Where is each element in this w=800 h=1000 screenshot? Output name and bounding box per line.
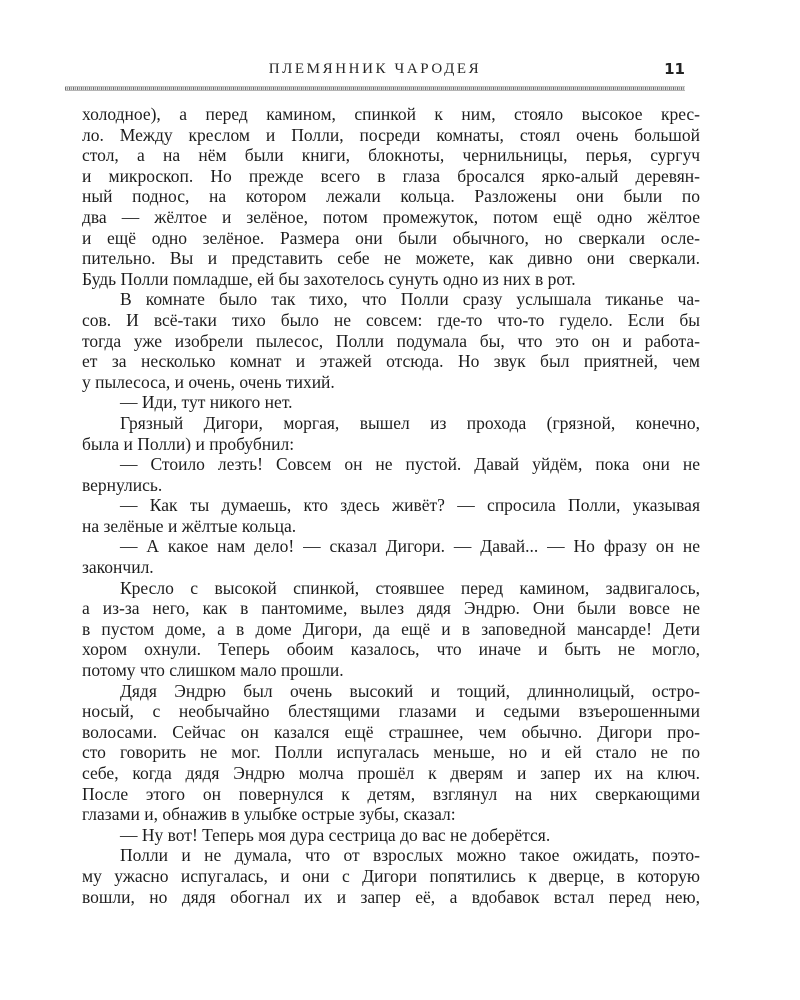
page-number: 11: [664, 60, 685, 78]
paragraph: [82, 681, 700, 825]
paragraph: [82, 413, 700, 454]
text-line: — Как ты думаешь, кто здесь живёт? — спросила Полли, указывая: [120, 495, 700, 516]
text-line: себе, когда дядя Эндрю молча прошёл к дверям и запер их на ключ.: [82, 763, 700, 783]
text-line: хором охнули. Теперь обоим казалось, что иначе и быть не могло,: [82, 639, 700, 660]
text-line: холодное), а перед камином, спинкой к ним, стояло высокое крес-: [82, 104, 700, 124]
text-line: ет за несколько комнат и этажей отсюда. Но звук был приятней, чем: [82, 351, 700, 372]
text-line: а из-за него, как в пантомиме, вылез дядя Эндрю. Они были вовсе не: [82, 598, 700, 619]
text-line: — Стоило лезть! Совсем он не пустой. Давай уйдём, пока они не: [120, 454, 700, 475]
text-line: После этого он повернулся к детям, взглянул на них сверкающими: [82, 783, 700, 804]
paragraph: [82, 289, 700, 392]
text-line: Будь Полли помладше, ей бы захотелось сунуть одно из них в рот.: [82, 268, 576, 289]
text-line: потому что слишком мало прошли.: [82, 660, 344, 681]
paragraph-dialogue: [82, 825, 700, 846]
text-line: — А какое нам дело! — сказал Дигори. — Давай... — Но фразу он не: [120, 536, 700, 557]
running-title: ПЛЕМЯННИК ЧАРОДЕЯ: [268, 61, 482, 77]
body-text: [82, 104, 700, 907]
text-line: Кресло с высокой спинкой, стоявшее перед камином, задвигалось,: [120, 577, 700, 598]
paragraph: [82, 578, 700, 681]
text-line: пительно. Вы и представить себе не можете, как дивно они сверкали.: [82, 248, 700, 269]
text-line: — Иди, тут никого нет.: [120, 392, 293, 413]
text-line: тогда уже изобрели пылесос, Полли подумала бы, что это он и работа-: [82, 330, 700, 351]
text-line: волосами. Сейчас он казался ещё страшнее, чем обычно. Дигори про-: [82, 721, 700, 742]
text-line: вернулись.: [82, 474, 163, 495]
text-line: на зелёные и жёлтые кольца.: [82, 515, 297, 536]
text-line: у пылесоса, и очень, очень тихий.: [82, 371, 335, 392]
text-line: стол, а на нём были книги, блокноты, чернильницы, перья, сургуч: [82, 145, 700, 166]
text-line: два — жёлтое и зелёное, потом промежуток, потом ещё одно жёлтое: [82, 206, 700, 227]
paragraph: [82, 845, 700, 907]
text-line: была и Полли) и пробубнил:: [82, 433, 295, 454]
paragraph-dialogue: [82, 392, 700, 413]
paragraph-dialogue: [82, 536, 700, 577]
text-line: му ужасно испугалась, и они с Дигори попятились к дверце, в которую: [82, 865, 700, 886]
running-header: [65, 61, 685, 81]
text-line: вошли, но дядя обогнал их и запер её, а вдобавок встал перед нею,: [82, 886, 700, 907]
text-line: В комнате было так тихо, что Полли сразу услышала тиканье ча-: [120, 289, 700, 310]
header-ornament-rule: [65, 86, 685, 91]
text-line: и микроскоп. Но прежде всего в глаза бросался ярко-алый деревян-: [82, 165, 700, 186]
text-line: Дядя Эндрю был очень высокий и тощий, длиннолицый, остро-: [120, 680, 700, 701]
text-line: и ещё одно зелёное. Размера они были обычного, но сверкали осле-: [82, 227, 700, 248]
text-line: ло. Между креслом и Полли, посреди комнаты, стоял очень большой: [82, 124, 700, 145]
text-line: сов. И всё-таки тихо было не совсем: где-то что-то гудело. Если бы: [82, 309, 700, 330]
text-line: ный поднос, на котором лежали кольца. Разложены они были по: [82, 186, 700, 207]
paragraph-dialogue: [82, 495, 700, 536]
paragraph: [82, 104, 700, 289]
text-line: сто говорить не мог. Полли испугалась меньше, но и ей стало не по: [82, 742, 700, 763]
text-line: — Ну вот! Теперь моя дура сестрица до вас не доберётся.: [120, 824, 551, 845]
text-line: носый, с необычайно блестящими глазами и седыми взъерошенными: [82, 701, 700, 722]
paragraph-dialogue: [82, 454, 700, 495]
text-line: глазами и, обнажив в улыбке острые зубы, сказал:: [82, 804, 456, 825]
text-line: в пустом доме, а в доме Дигори, да ещё и в заповедной мансарде! Дети: [82, 618, 700, 639]
text-line: закончил.: [82, 557, 154, 578]
text-line: Грязный Дигори, моргая, вышел из прохода (грязной, конечно,: [120, 412, 700, 433]
text-line: Полли и не думала, что от взрослых можно такое ожидать, поэто-: [120, 845, 700, 866]
